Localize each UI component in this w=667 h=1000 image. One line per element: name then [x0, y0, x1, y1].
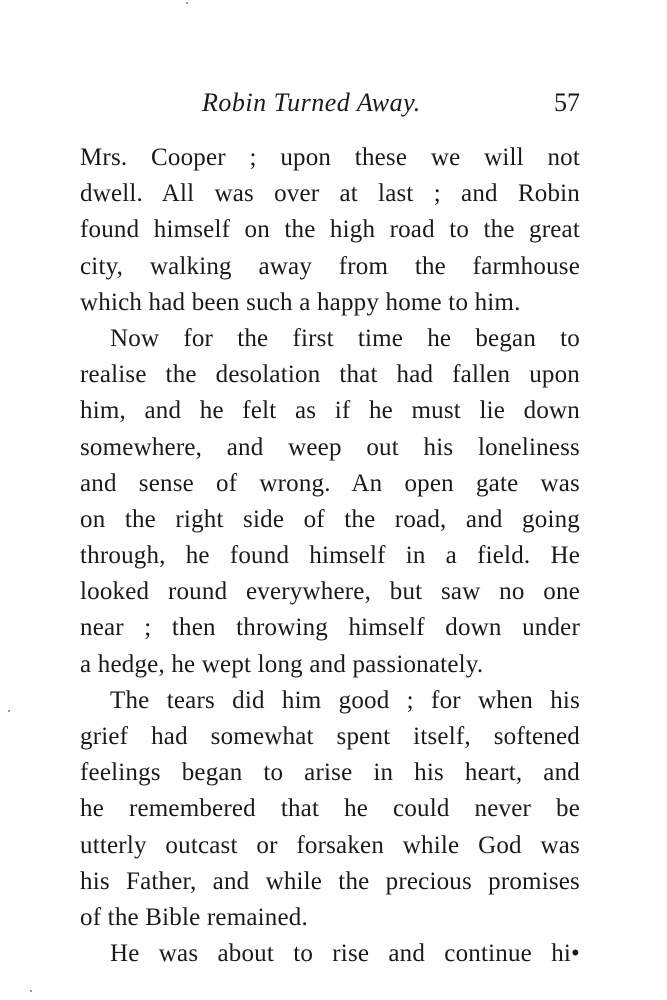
paragraph: [80, 936, 580, 972]
text-line: He was about to rise and continue hi•: [110, 940, 580, 968]
text-line: his Father, and while the precious promises: [80, 867, 580, 895]
text-line: grief had somewhat spent itself, softened: [80, 723, 580, 750]
text-line: The tears did him good ; for when his: [110, 686, 580, 714]
text-line: feelings began to arise in his heart, and: [80, 759, 580, 787]
running-title: Robin Turned Away.: [202, 88, 421, 117]
text-line: utterly outcast or forsaken while God was: [80, 831, 580, 859]
text-line: of the Bible remained.: [80, 903, 308, 931]
text-line: dwell. All was over at last ; and Robin: [80, 180, 580, 208]
text-line: on the right side of the road, and going: [80, 505, 580, 533]
body-text: [80, 140, 580, 972]
text-line: near ; then throwing himself down under: [80, 614, 580, 642]
text-line: realise the desolation that had fallen upon: [80, 361, 580, 389]
print-speck: [8, 710, 10, 712]
page-number: 57: [554, 88, 580, 117]
text-line: a hedge, he wept long and passionately.: [80, 650, 484, 678]
text-line: city, walking away from the farmhouse: [80, 252, 580, 280]
paragraph: [80, 140, 580, 321]
text-line: found himself on the high road to the great: [80, 216, 580, 244]
paragraph: [80, 683, 580, 936]
text-line: looked round everywhere, but saw no one: [80, 578, 580, 606]
text-line: he remembered that he could never be: [80, 795, 580, 823]
text-line: which had been such a happy home to him.: [80, 288, 521, 316]
print-speck: [186, 2, 188, 4]
page-header: [80, 88, 580, 128]
text-line: Now for the first time he began to: [110, 324, 580, 352]
text-line: him, and he felt as if he must lie down: [80, 397, 580, 425]
print-speck: [30, 990, 32, 992]
text-line: somewhere, and weep out his loneliness: [80, 433, 580, 461]
text-line: Mrs. Cooper ; upon these we will not: [80, 144, 580, 171]
text-line: and sense of wrong. An open gate was: [80, 469, 580, 497]
text-line: through, he found himself in a field. He: [80, 542, 580, 570]
paragraph: [80, 321, 580, 683]
